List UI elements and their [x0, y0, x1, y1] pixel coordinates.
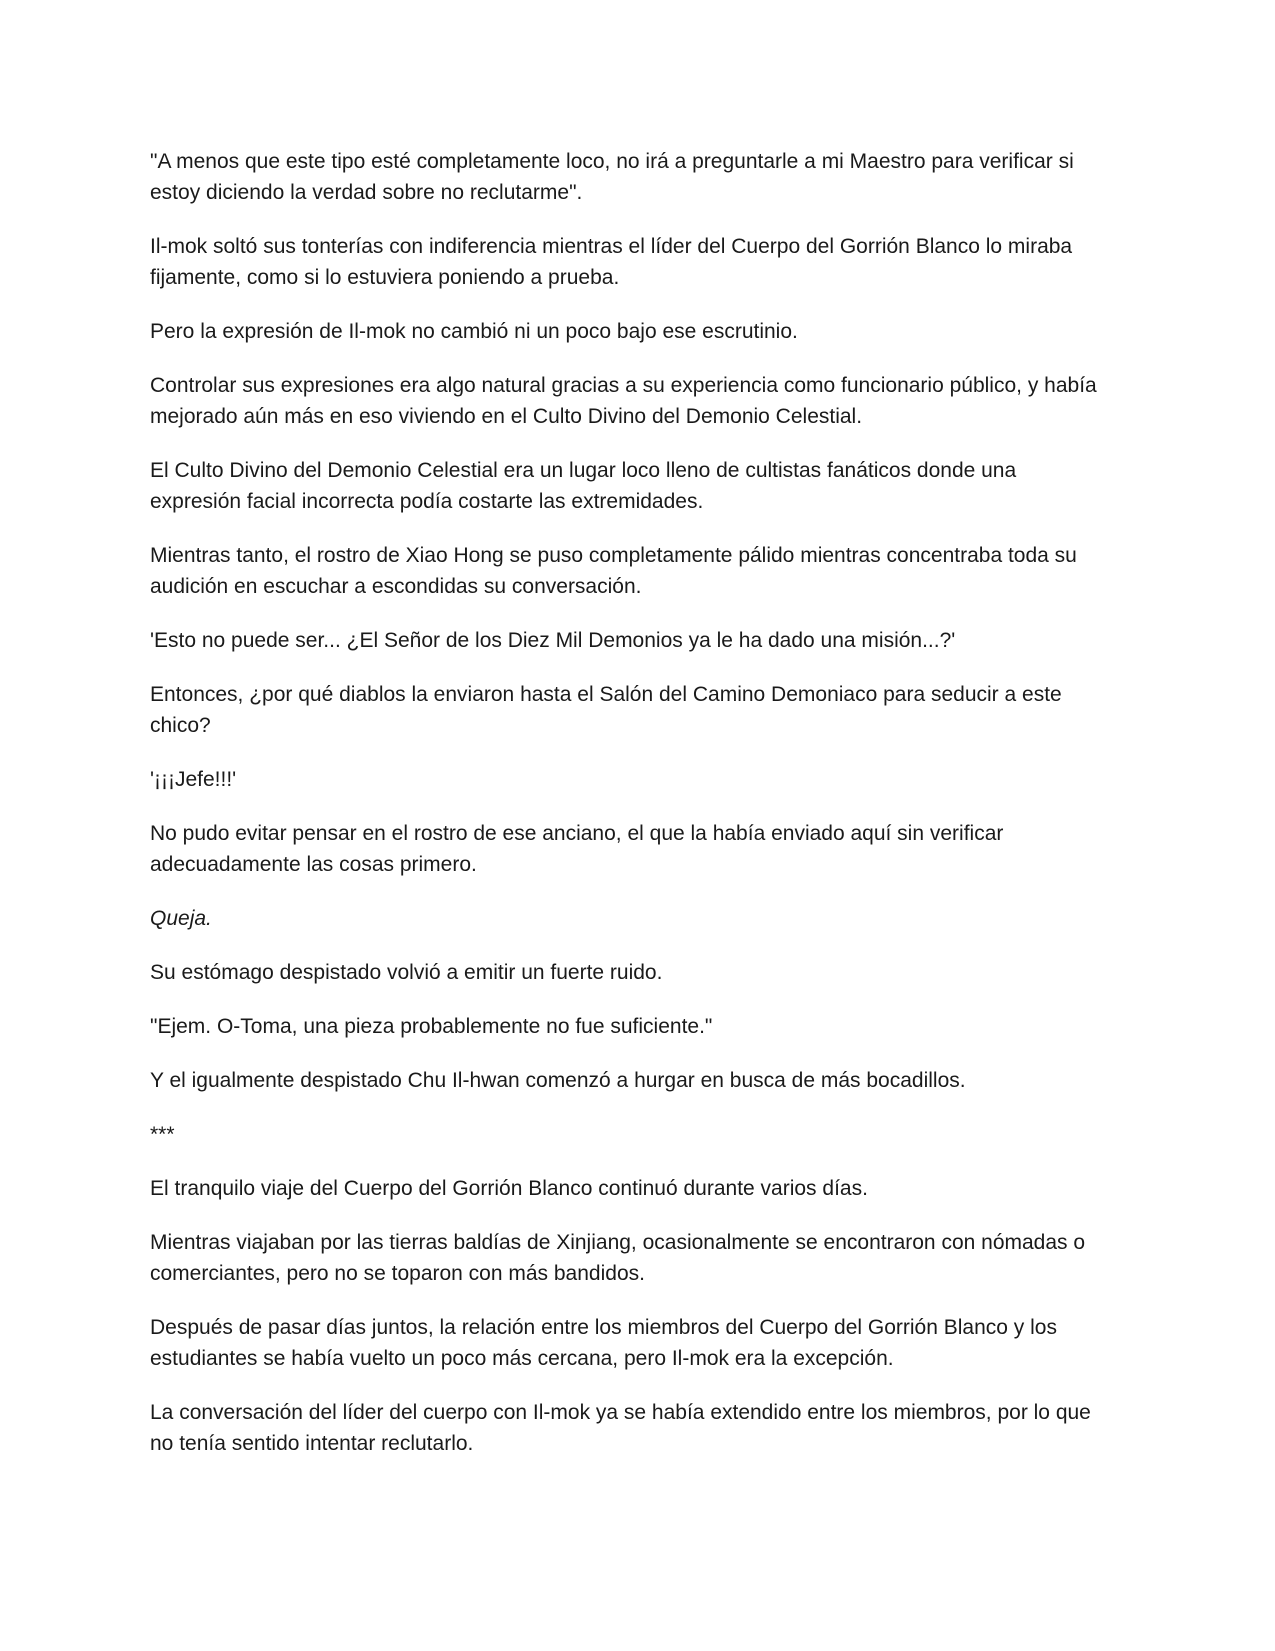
paragraph: Después de pasar días juntos, la relación entre los miembros del Cuerpo del Gorrión Blanco y los estudiantes se había vuelto un poco más cercana, pero Il-mok era la excepción.	[150, 1316, 1057, 1370]
paragraph: "A menos que este tipo esté completamente loco, no irá a preguntarle a mi Maestro para verificar si estoy diciendo la verdad sobre no reclutarme".	[150, 150, 1074, 204]
scene-break: ***	[150, 1123, 175, 1146]
paragraph: "Ejem. O-Toma, una pieza probablemente no fue suficiente."	[150, 1015, 713, 1038]
paragraph: '¡¡¡Jefe!!!'	[150, 768, 237, 791]
paragraph: El Culto Divino del Demonio Celestial era un lugar loco lleno de cultistas fanáticos donde una expresión facial incorrecta podía costarte las extremidades.	[150, 459, 1017, 513]
paragraph-italic: Queja.	[150, 907, 212, 930]
paragraph: Mientras viajaban por las tierras baldías de Xinjiang, ocasionalmente se encontraron con nómadas o comerciantes, pero no se toparon con más bandidos.	[150, 1231, 1086, 1285]
paragraph: 'Esto no puede ser... ¿El Señor de los Diez Mil Demonios ya le ha dado una misión...?'	[150, 629, 956, 652]
paragraph: Il-mok soltó sus tonterías con indiferencia mientras el líder del Cuerpo del Gorrión Blanco lo miraba fijamente, como si lo estuviera poniendo a prueba.	[150, 235, 1073, 289]
document-body	[150, 146, 1110, 1482]
paragraph: El tranquilo viaje del Cuerpo del Gorrión Blanco continuó durante varios días.	[150, 1177, 868, 1200]
paragraph: La conversación del líder del cuerpo con Il-mok ya se había extendido entre los miembros, por lo que no tenía sentido intentar reclutarlo.	[150, 1401, 1091, 1455]
paragraph: Mientras tanto, el rostro de Xiao Hong se puso completamente pálido mientras concentraba toda su audición en escuchar a escondidas su conversación.	[150, 544, 1077, 598]
paragraph: Entonces, ¿por qué diablos la enviaron hasta el Salón del Camino Demoniaco para seducir a este chico?	[150, 683, 1062, 737]
paragraph: Pero la expresión de Il-mok no cambió ni un poco bajo ese escrutinio.	[150, 320, 798, 343]
paragraph: No pudo evitar pensar en el rostro de ese anciano, el que la había enviado aquí sin verificar adecuadamente las cosas primero.	[150, 822, 1004, 876]
paragraph: Su estómago despistado volvió a emitir un fuerte ruido.	[150, 961, 663, 984]
paragraph: Y el igualmente despistado Chu Il-hwan comenzó a hurgar en busca de más bocadillos.	[150, 1069, 966, 1092]
paragraph: Controlar sus expresiones era algo natural gracias a su experiencia como funcionario público, y había mejorado aún más en eso viviendo en el Culto Divino del Demonio Celestial.	[150, 374, 1097, 428]
